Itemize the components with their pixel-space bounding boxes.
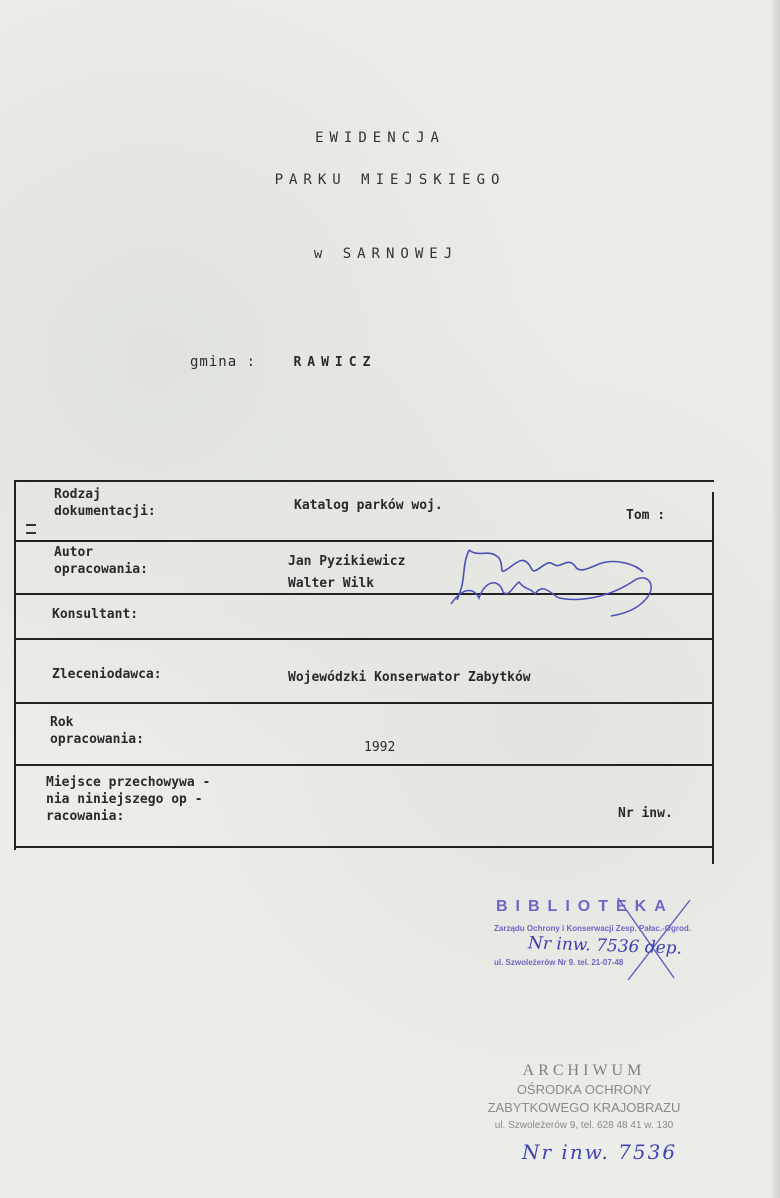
metadata-form-table [44,480,714,862]
biblioteka-stamp-subtitle: Zarządu Ochrony i Konserwacji Zesp. Pałac.-Ogrod. [494,924,691,933]
label-konsultant: Konsultant: [52,607,139,622]
form-border-left [14,480,16,850]
form-border-bottom [14,846,714,848]
label-nr-inw: Nr inw. [618,806,673,821]
handwritten-signatures [439,538,679,618]
title-line-2: PARKU MIEJSKIEGO [274,172,506,188]
margin-tick [26,532,36,534]
handwritten-inventory-number-1: Nr inw. 7536 dep. [527,933,683,959]
value-autor-2: Walter Wilk [288,576,375,591]
value-rodzaj-dokumentacji: Katalog parków woj. [294,498,443,513]
value-autor-1: Jan Pyzikiewicz [288,554,406,569]
archiwum-stamp [464,1062,704,1131]
label-rok-opracowania: Rok opracowania: [50,715,144,747]
label-tom: Tom : [626,508,666,523]
biblioteka-stamp-address: ul. Szwoleżerów Nr 9. tel. 21-07-48 [494,958,624,967]
title-line-3: w SARNOWEJ [313,246,459,262]
archiwum-stamp-line2: OŚRODKA OCHRONY [516,1082,652,1097]
form-row-divider-4 [14,702,714,704]
archiwum-stamp-line1: ARCHIWUM [522,1062,646,1079]
form-border-right [712,492,714,864]
handwritten-inventory-number-2: Nr inw. 7536 [522,1140,678,1164]
value-zleceniodawca: Wojewódzki Konserwator Zabytków [288,670,531,685]
biblioteka-stamp-title: BIBLIOTEKA [496,898,674,915]
label-rodzaj-dokumentacji: Rodzaj dokumentacji: [54,487,156,519]
gmina-value: RAWICZ [293,355,377,370]
gmina-row [190,354,376,370]
form-row-divider-3 [14,638,714,640]
label-miejsce-przechowywania: Miejsce przechowywa - nia niniejszego op - racowania: [46,775,211,824]
title-line-1: EWIDENCJA [315,130,445,146]
label-zleceniodawca: Zleceniodawca: [52,667,162,682]
form-row-divider-5 [14,764,714,766]
margin-tick [26,524,36,526]
value-rok: 1992 [364,740,396,755]
form-border-top [14,480,714,482]
label-autor-opracowania: Autor opracowania: [54,545,148,577]
archiwum-stamp-line3: ZABYTKOWEGO KRAJOBRAZU [487,1100,681,1115]
gmina-label: gmina : [190,354,257,370]
archiwum-stamp-line4: ul. Szwoleżerów 9, tel. 628 48 41 w. 130 [494,1120,674,1131]
